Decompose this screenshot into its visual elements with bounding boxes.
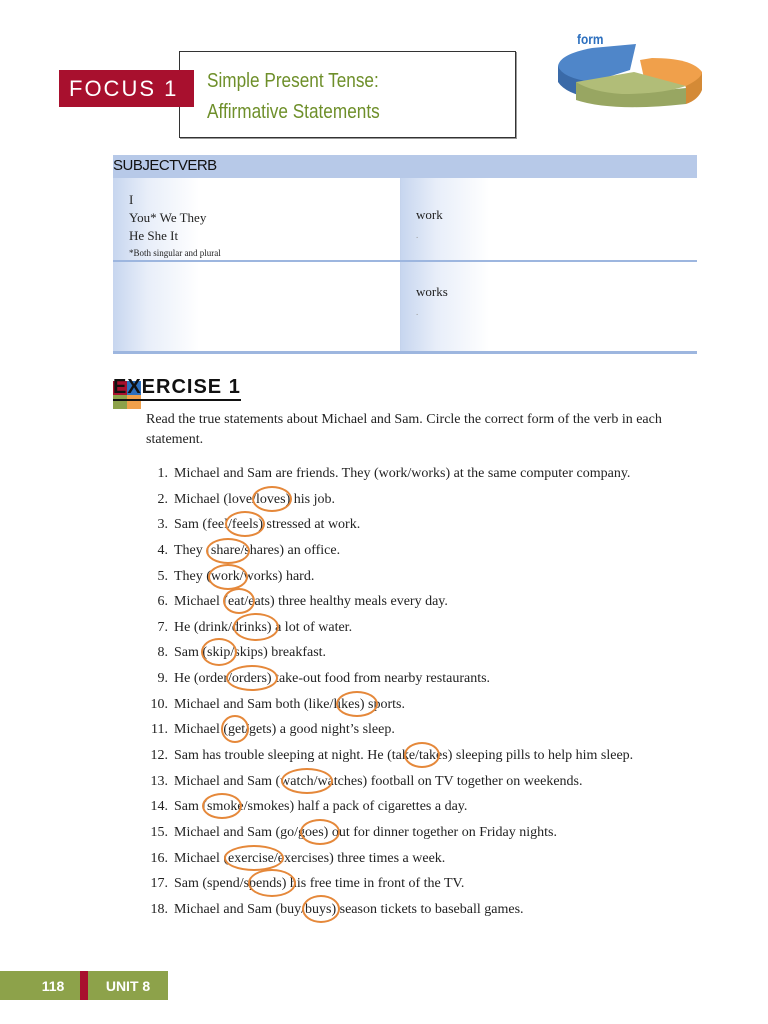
verb-s-dot: .	[416, 307, 419, 317]
list-item: 18. Michael and Sam (buy/buys) season tickets to baseball games.	[146, 900, 706, 926]
item-text: Michael and Sam (buy/buys) season tickets to baseball games.	[174, 901, 524, 917]
list-item: 5. They (work/works) hard.	[146, 567, 706, 593]
item-text: Sam (skip/skips) breakfast.	[174, 645, 327, 661]
item-text: Michael and Sam (watch/watches) football on TV together on weekends.	[174, 773, 583, 789]
verb-base: work	[416, 207, 443, 222]
list-item: 8. Sam (skip/skips) breakfast.	[146, 643, 706, 669]
list-item: 9. He (order/orders) take-out food from nearby restaurants.	[146, 669, 706, 695]
list-item: 14. Sam (smoke/smokes) half a pack of cigarettes a day.	[146, 797, 706, 823]
grammar-table-header-text: SUBJECTVERB	[113, 157, 217, 174]
verb-s: works	[416, 284, 448, 299]
list-item: 6. Michael (eat/eats) three healthy meals every day.	[146, 592, 706, 618]
grammar-table-header	[113, 155, 697, 178]
row-divider	[113, 260, 697, 262]
item-text: They (work/works) hard.	[174, 568, 315, 584]
pie-chart-icon	[552, 28, 707, 116]
list-item: 2. Michael (love/loves) his job.	[146, 490, 706, 516]
page-number: 118	[0, 971, 80, 1000]
list-item: 11. Michael (get/gets) a good night’s sleep.	[146, 720, 706, 746]
pie-label: form	[577, 31, 604, 47]
item-text: They (share/shares) an office.	[174, 542, 341, 558]
list-item: 13. Michael and Sam (watch/watches) football on TV together on weekends.	[146, 772, 706, 798]
list-item: 10. Michael and Sam both (like/likes) sports.	[146, 695, 706, 721]
item-text: Michael (exercise/exercises) three times a week.	[174, 850, 446, 866]
focus-title-box	[179, 51, 516, 138]
focus-title-line1: Simple Present Tense:	[207, 70, 379, 92]
table-bottom-rule	[113, 351, 697, 354]
item-text: Michael (love/loves) his job.	[174, 491, 335, 507]
item-text: Michael and Sam (go/goes) out for dinner together on Friday nights.	[174, 824, 557, 840]
subject-list	[129, 191, 206, 245]
subject-third-person: He She It	[129, 228, 179, 243]
item-text: Sam has trouble sleeping at night. He (take/takes) sleeping pills to help him sleep.	[174, 748, 634, 764]
grammar-table	[113, 155, 697, 354]
item-text: Michael and Sam are friends. They (work/works) at the same computer company.	[174, 466, 631, 481]
subject-i: I	[129, 192, 134, 207]
item-text: He (drink/drinks) a lot of water.	[174, 619, 353, 635]
subject-note: *Both singular and plural	[129, 248, 221, 258]
list-item: 4. They (share/shares) an office.	[146, 541, 706, 567]
subject-plural: You* We They	[129, 210, 207, 225]
unit-label: UNIT 8	[88, 971, 168, 1000]
list-item: 16. Michael (exercise/exercises) three times a week.	[146, 849, 706, 875]
list-item: 3. Sam (feel/feels) stressed at work.	[146, 515, 706, 541]
focus-title-line2: Affirmative Statements	[207, 101, 380, 123]
exercise-instructions: Read the true statements about Michael and Sam. Circle the correct form of the verb in each statement.	[146, 412, 662, 447]
item-text: Sam (feel/feels) stressed at work.	[174, 517, 361, 533]
item-text: Michael (get/gets) a good night’s sleep.	[174, 722, 395, 738]
verb-base-dot: .	[416, 230, 419, 240]
list-item: 12. Sam has trouble sleeping at night. He (take/takes) sleeping pills to help him sleep.	[146, 746, 706, 772]
list-item: 17. Sam (spend/spends) his free time in front of the TV.	[146, 874, 706, 900]
item-text: Michael and Sam both (like/likes) sports.	[174, 696, 405, 712]
item-text: He (order/orders) take-out food from nearby restaurants.	[174, 671, 491, 687]
item-text: Sam (smoke/smokes) half a pack of cigarettes a day.	[174, 799, 468, 815]
list-item: 1. Michael and Sam are friends. They (work/works) at the same computer company.	[157, 466, 631, 481]
item-text: Michael (eat/eats) three healthy meals every day.	[174, 594, 448, 610]
footer-accent	[80, 971, 88, 1000]
list-item: 7. He (drink/drinks) a lot of water.	[146, 618, 706, 644]
exercise-list	[146, 464, 706, 926]
exercise-title: EXERCISE 1	[113, 376, 241, 401]
column-divider	[400, 178, 401, 354]
list-item: 15. Michael and Sam (go/goes) out for dinner together on Friday nights.	[146, 823, 706, 849]
verb-column	[401, 178, 697, 354]
item-text: Sam (spend/spends) his free time in front of the TV.	[174, 876, 465, 892]
focus-badge: FOCUS 1	[59, 70, 194, 107]
